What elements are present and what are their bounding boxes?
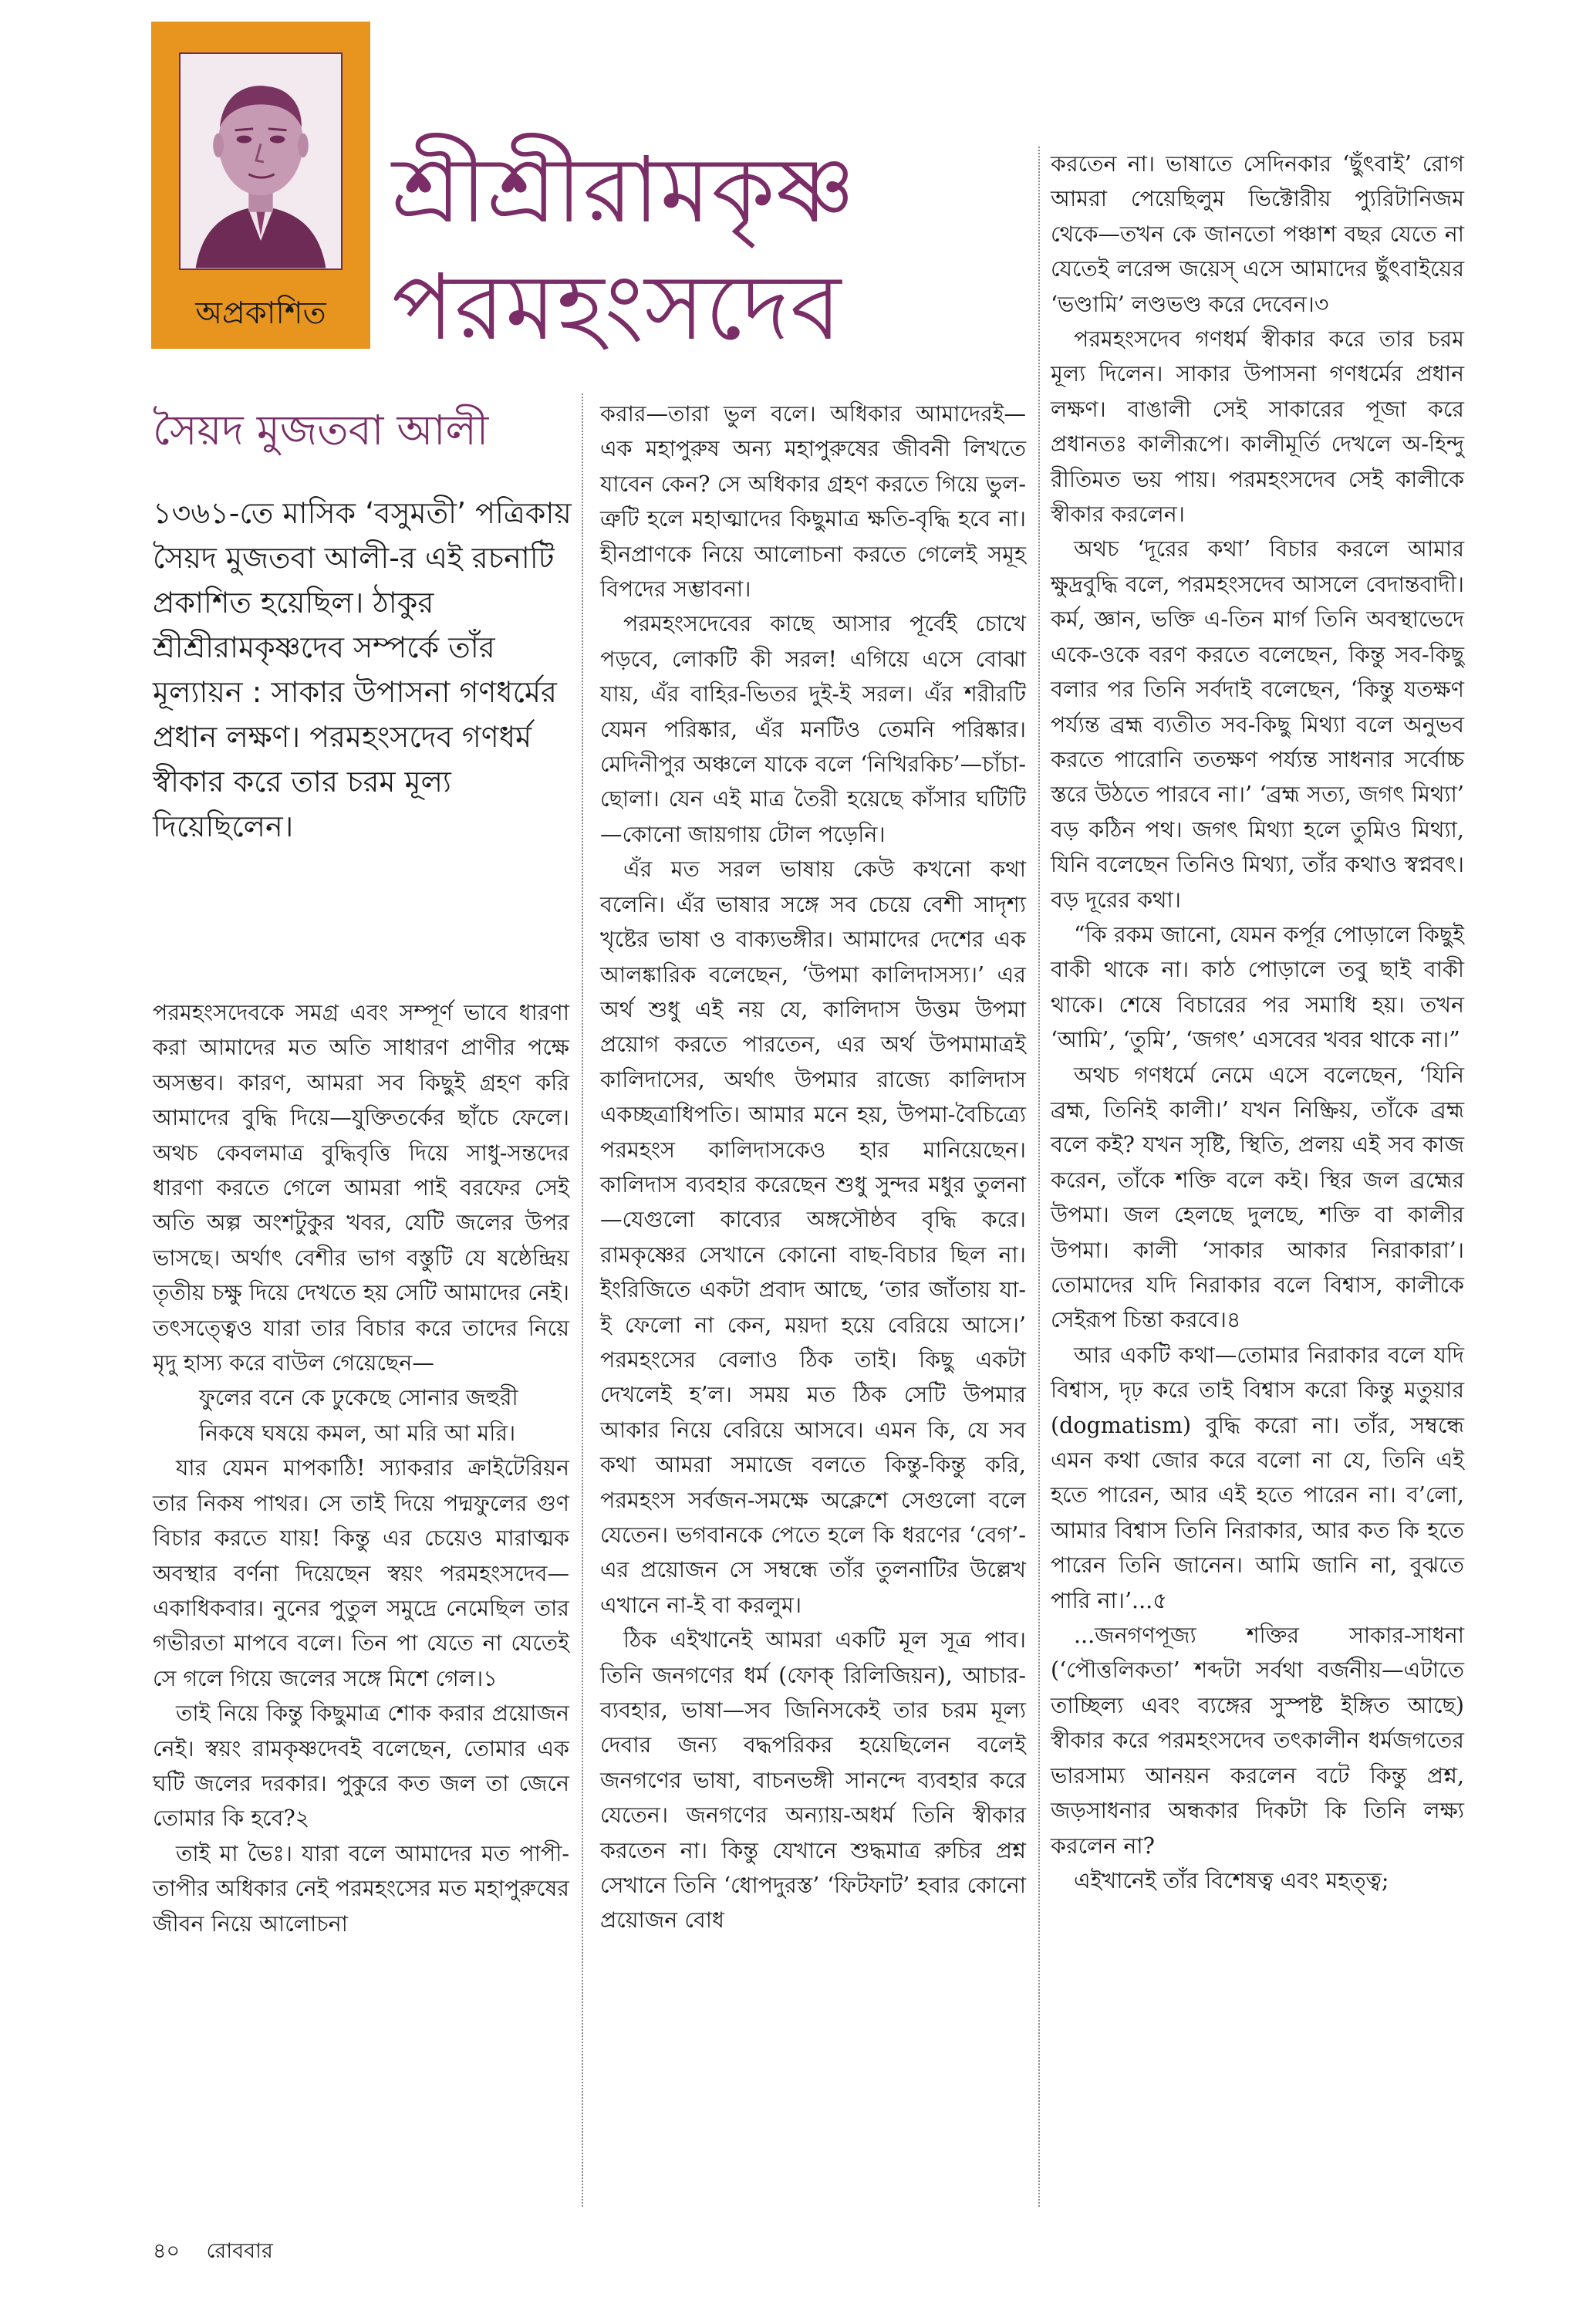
paragraph: আর একটি কথা—তোমার নিরাকার বলে যদি বিশ্বাস, দৃঢ় করে তাই বিশ্বাস করো কিন্তু মতুয়ার (dogmatism) বুদ্ধি করো না। তাঁর, সম্বন্ধে এমন কথা জোর করে বলো না যে, তিনি এই হতে পারেন, আর এই হতে পারেন না। ব’লো, আমার বিশ্বাস তিনি নিরাকার, আর কত কি হতে পারেন তিনি জানেন। আমি জানি না, বুঝতে পারি না।’...৫ <box>1051 1342 1464 1613</box>
portrait-illustration <box>181 54 341 269</box>
paragraph: অথচ গণধর্মে নেমে এসে বলেছেন, ‘যিনি ব্রহ্ম, তিনিই কালী।’ যখন নিষ্ক্রিয়, তাঁকে ব্রহ্ম বলে কই? যখন সৃষ্টি, স্থিতি, প্রলয় এই সব কাজ করেন, তাঁকে শক্তি বলে কই। স্থির জল ব্রহ্মের উপমা। জল হেলছে দুলছে, শক্তি বা কালীর উপমা। কালী ‘সাকার আকার নিরাকারা’। তোমাদের যদি নিরাকার বলে বিশ্বাস, কালীকে সেইরূপ চিন্তা করবে।৪ <box>1051 1062 1464 1333</box>
title-line-1: শ্রীশ্রীরামকৃষ্ণ <box>392 137 856 243</box>
title-line-2: পরমহংসদেব <box>392 254 842 360</box>
author-portrait <box>179 52 343 270</box>
paragraph: অথচ ‘দূরের কথা’ বিচার করলে আমার ক্ষুদ্রবুদ্ধি বলে, পরমহংসদেব আসলে বেদান্তবাদী। কর্ম, জ্ঞান, ভক্তি এ-তিন মার্গ তিনি অবস্থাভেদে একে-ওকে বরণ করতে বলেছেন, কিন্তু সব-কিছু বলার পর তিনি সর্বদাই বলেছেন, ‘কিন্তু যতক্ষণ পর্য্যন্ত ব্রহ্ম ব্যতীত সব-কিছু মিথ্যা বলে অনুভব করতে পারোনি ততক্ষণ পর্য্যন্ত সাধনার সর্বোচ্চ স্তরে উঠতে পারবে না।’ ‘ব্রহ্ম সত্য, জগৎ মিথ্যা’ বড় কঠিন পথ। জগৎ মিথ্যা হলে তুমিও মিথ্যা, যিনি বলেছেন তিনিও মিথ্যা, তাঁর কথাও স্বপ্নবৎ। বড় দূরের কথা। <box>1051 536 1464 913</box>
paragraph: যার যেমন মাপকাঠি! স্যাকরার ক্রাইটেরিয়ন তার নিকষ পাথর। সে তাই দিয়ে পদ্মফুলের গুণ বিচার করতে যায়! কিন্তু এর চেয়েও মারাত্মক অবস্থার বর্ণনা দিয়েছেন স্বয়ং পরমহংসদেব—একাধিকবার। নুনের পুতুল সমুদ্রে নেমেছিল তার গভীরতা মাপবে বলে। তিন পা যেতে না যেতেই সে গলে গিয়ে জলের সঙ্গে মিশে গেল।১ <box>153 1455 569 1691</box>
paragraph: এইখানেই তাঁর বিশেষত্ব এবং মহত্ত্ব; <box>1074 1867 1389 1893</box>
verse-line: নিকষে ঘষয়ে কমল, আ মরি আ মরি। <box>199 1420 516 1446</box>
paragraph: পরমহংসদেবকে সমগ্র এবং সম্পূর্ণ ভাবে ধারণা করা আমাদের মত অতি সাধারণ প্রাণীর পক্ষে অসম্ভব। কারণ, আমরা সব কিছুই গ্রহণ করি আমাদের বুদ্ধি দিয়ে—যুক্তিতর্কের ছাঁচে ফেলে। অথচ কেবলমাত্র বুদ্ধিবৃত্তি দিয়ে সাধু-সন্তদের ধারণা করতে গেলে আমরা পাই বরফের সেই অতি অল্প অংশটুকুর খবর, যেটি জলের উপর ভাসছে। অর্থাৎ বেশীর ভাগ বস্তুটি যে ষষ্ঠেন্দ্রিয় তৃতীয় চক্ষু দিয়ে দেখতে হয় সেটি আমাদের নেই। তৎসত্ত্বেও যারা তার বিচার করে তাদের নিয়ে মৃদু হাস্য করে বাউল গেয়েছেন— <box>153 1000 569 1376</box>
column-2 <box>600 397 1026 1938</box>
author-name: সৈয়দ মুজতবা আলী <box>153 406 489 454</box>
page-footer <box>153 2236 273 2267</box>
column-1 <box>153 995 569 1941</box>
magazine-name: রোববার <box>206 2239 273 2263</box>
paragraph: পরমহংসদেবের কাছে আসার পূর্বেই চোখে পড়বে, লোকটি কী সরল! এগিয়ে এসে বোঝা যায়, এঁর বাহির-ভিতর দুই-ই সরল। এঁর শরীরটি যেমন পরিষ্কার, এঁর মনটিও তেমনি পরিষ্কার। মেদিনীপুর অঞ্চলে যাকে বলে ‘নিখিরকিচ’—চাঁচা-ছোলা। যেন এই মাত্র তৈরী হয়েছে কাঁসার ঘটিটি—কোনো জায়গায় টোল পড়েনি। <box>600 611 1026 847</box>
paragraph: পরমহংসদেব গণধর্ম স্বীকার করে তার চরম মূল্য দিলেন। সাকার উপাসনা গণধর্মের প্রধান লক্ষণ। বাঙালী সেই সাকারের পূজা করে প্রধানতঃ কালীরূপে। কালীমূর্তি দেখলে অ-হিন্দু রীতিমত ভয় পায়। পরমহংসদেব সেই কালীকে স্বীকার করলেন। <box>1051 326 1464 528</box>
intro-blurb: ১৩৬১-তে মাসিক ‘বসুমতী’ পত্রিকায় সৈয়দ মুজতবা আলী-র এই রচনাটি প্রকাশিত হয়েছিল। ঠাকুর শ্রীশ্রীরামকৃষ্ণদেব সম্পর্কে তাঁর মূল্যায়ন : সাকার উপাসনা গণধর্মের প্রধান লক্ষণ। পরমহংসদেব গণধর্ম স্বীকার করে তার চরম মূল্য দিয়েছিলেন। <box>153 496 572 843</box>
author-photo-panel <box>151 22 370 349</box>
paragraph: করতেন না। ভাষাতে সেদিনকার ‘ছুঁৎবাই’ রোগ আমরা পেয়েছিলুম ভিক্টোরীয় প্যুরিটানিজম থেকে—তখন কে জানতো পঞ্চাশ বছর যেতে না যেতেই লরেন্স জয়েস্ এসে আমাদের ছুঁৎবাইয়ের ‘ভণ্ডামি’ লণ্ডভণ্ড করে দেবেন।৩ <box>1051 151 1464 317</box>
paragraph: তাই মা ভৈঃ। যারা বলে আমাদের মত পাপী-তাপীর অধিকার নেই পরমহংসের মত মহাপুরুষের জীবন নিয়ে আলোচনা <box>153 1840 569 1937</box>
unpublished-badge: অপ্রকাশিত <box>195 296 326 331</box>
paragraph: “কি রকম জানো, যেমন কর্পূর পোড়ালে কিছুই বাকী থাকে না। কাঠ পোড়ালে তবু ছাই বাকী থাকে। শেষে বিচারের পর সমাধি হয়। তখন ‘আমি’, ‘তুমি’, ‘জগৎ’ এসবের খবর থাকে না।” <box>1051 921 1464 1053</box>
column-divider <box>1038 147 1040 2207</box>
paragraph: করার—তারা ভুল বলে। অধিকার আমাদেরই—এক মহাপুরুষ অন্য মহাপুরুষের জীবনী লিখতে যাবেন কেন? সে অধিকার গ্রহণ করতে গিয়ে ভুল-ত্রুটি হলে মহাত্মাদের কিছুমাত্র ক্ষতি-বৃদ্ধি হবে না। হীনপ্রাণকে নিয়ে আলোচনা করতে গেলেই সমূহ বিপদের সম্ভাবনা। <box>600 401 1026 603</box>
column-divider <box>582 394 583 2207</box>
page-number: ৪০ <box>153 2239 181 2263</box>
paragraph: তাই নিয়ে কিন্তু কিছুমাত্র শোক করার প্রয়োজন নেই। স্বয়ং রামকৃষ্ণদেবই বলেছেন, তোমার এক ঘটি জলের দরকার। পুকুরে কত জল তা জেনে তোমার কি হবে?২ <box>153 1701 569 1832</box>
paragraph: এঁর মত সরল ভাষায় কেউ কখনো কথা বলেনি। এঁর ভাষার সঙ্গে সব চেয়ে বেশী সাদৃশ্য খৃষ্টের ভাষা ও বাক্যভঙ্গীর। আমাদের দেশের এক আলঙ্কারিক বলেছেন, ‘উপমা কালিদাসস্য।’ এর অর্থ শুধু এই নয় যে, কালিদাস উত্তম উপমা প্রয়োগ করতে পারতেন, এর অর্থ উপমামাত্রই কালিদাসের, অর্থাৎ উপমার রাজ্যে কালিদাস একচ্ছত্রাধিপতি। আমার মনে হয়, উপমা-বৈচিত্র্যে পরমহংস কালিদাসকেও হার মানিয়েছেন। কালিদাস ব্যবহার করেছেন শুধু সুন্দর মধুর তুলনা—যেগুলো কাব্যের অঙ্গসৌষ্ঠব বৃদ্ধি করে। রামকৃষ্ণের সেখানে কোনো বাছ-বিচার ছিল না। ইংরিজিতে একটা প্রবাদ আছে, ‘তার জাঁতায় যা-ই ফেলো না কেন, ময়দা হয়ে বেরিয়ে আসে।’ পরমহংসের বেলাও ঠিক তাই। কিছু একটা দেখলেই হ’ল। সময় মত ঠিক সেটি উপমার আকার নিয়ে বেরিয়ে আসবে। এমন কি, যে সব কথা আমরা সমাজে বলতে কিন্তু-কিন্তু করি, পরমহংস সর্বজন-সমক্ষে অক্লেশে সেগুলো বলে যেতেন। ভগবানকে পেতে হলে কি ধরণের ‘বেগ’-এর প্রয়োজন সে সম্বন্ধে তাঁর তুলনাটির উল্লেখ এখানে না-ই বা করলুম। <box>600 856 1026 1618</box>
verse-line: ফুলের বনে কে ঢুকেছে সোনার জহুরী <box>199 1385 518 1411</box>
paragraph: ...জনগণপূজ্য শক্তির সাকার-সাধনা (‘পৌত্তলিকতা’ শব্দটা সর্বথা বর্জনীয়—এটাতে তাচ্ছিল্য এবং ব্যঙ্গের সুস্পষ্ট ইঙ্গিত আছে) স্বীকার করে পরমহংসদেব তৎকালীন ধর্মজগতের ভারসাম্য আনয়ন করলেন বটে কিন্তু প্রশ্ন, জড়সাধনার অন্ধকার দিকটা কি তিনি লক্ষ্য করলেন না? <box>1051 1623 1464 1859</box>
column-3 <box>1051 147 1464 1898</box>
article-title <box>392 131 1071 366</box>
paragraph: ঠিক এইখানেই আমরা একটি মূল সূত্র পাব। তিনি জনগণের ধর্ম (ফোক্ রিলিজিয়ন), আচার-ব্যবহার, ভাষা—সব জিনিসকেই তার চরম মূল্য দেবার জন্য বদ্ধপরিকর হয়েছিলেন বলেই জনগণের ভাষা, বাচনভঙ্গী সানন্দে ব্যবহার করে যেতেন। জনগণের অন্যায়-অধর্ম তিনি স্বীকার করতেন না। কিন্তু যেখানে শুদ্ধমাত্র রুচির প্রশ্ন সেখানে তিনি ‘ধোপদুরস্ত’ ‘ফিটফাট’ হবার কোনো প্রয়োজন বোধ <box>600 1627 1026 1934</box>
